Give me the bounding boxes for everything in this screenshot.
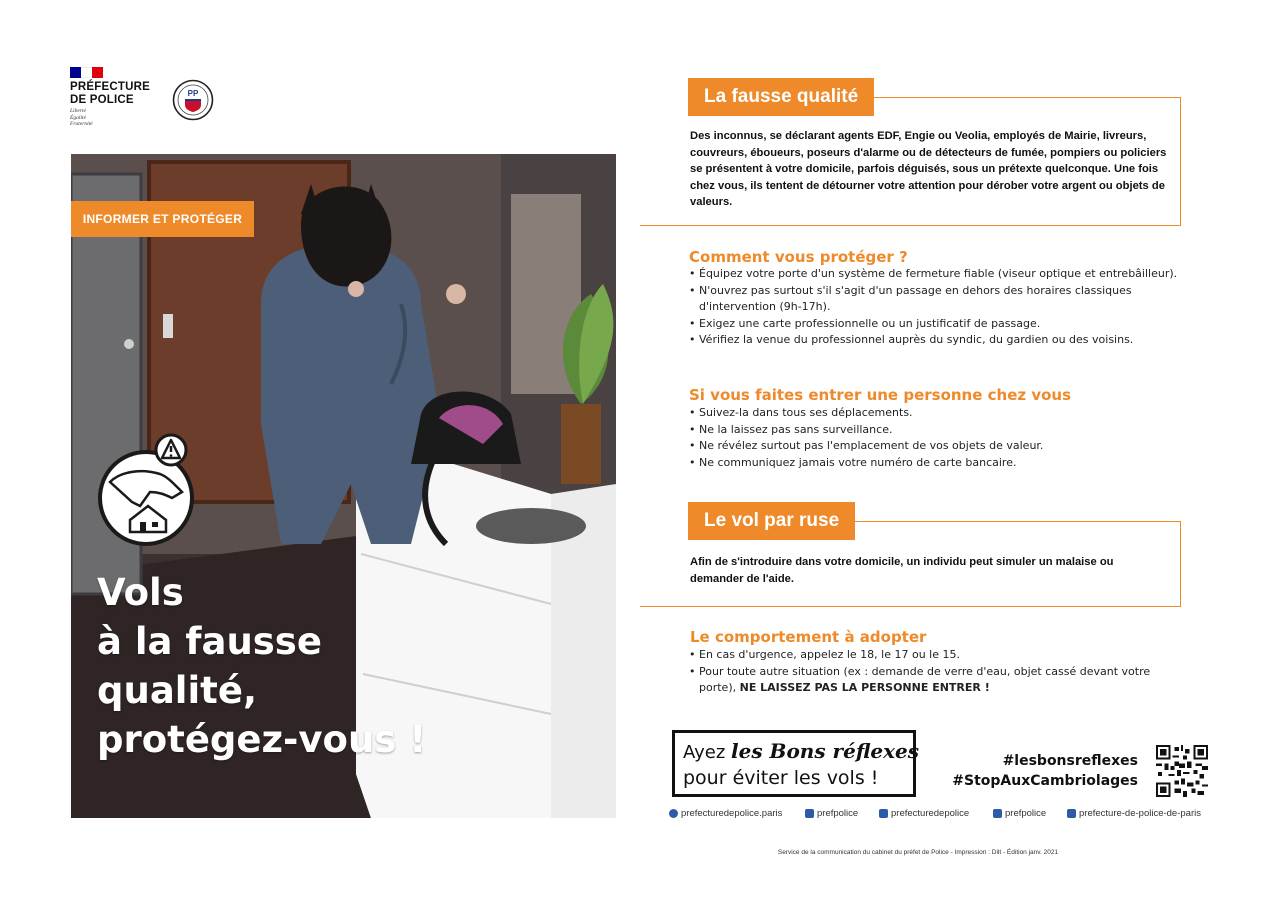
republic-motto: Liberté Égalité Fraternité: [70, 108, 93, 127]
comportement-heading: Le comportement à adopter: [690, 628, 927, 646]
list-item: • Ne la laissez pas sans surveillance.: [689, 422, 1189, 439]
twitter-icon: [805, 809, 814, 818]
instagram-icon: [993, 809, 1002, 818]
list-item: • Suivez-la dans tous ses déplacements.: [689, 405, 1189, 422]
list-item: • Ne révélez surtout pas l'emplacement de vos objets de valeur.: [689, 438, 1189, 455]
hashtag-stopauxcambriolages[interactable]: #StopAuxCambriolages: [952, 773, 1138, 789]
entrer-list: [689, 405, 1189, 471]
bons-reflexes-logo: Ayez les Bons réflexes pour éviter les vols !: [672, 730, 916, 797]
republic-flag-logo: [70, 67, 103, 78]
poster-title: Vols à la fausse qualité, protégez-vous !: [97, 571, 427, 761]
proteger-heading: Comment vous protéger ?: [689, 248, 908, 266]
prefecture-name: PRÉFECTURE DE POLICE: [70, 81, 150, 106]
list-item: • En cas d'urgence, appelez le 18, le 17 ou le 15.: [689, 647, 1179, 664]
social-website[interactable]: prefecturedepolice.paris: [669, 808, 782, 819]
hashtag-bonsreflexes[interactable]: #lesbonsreflexes: [1002, 753, 1138, 769]
proteger-list: [689, 266, 1189, 349]
vol-ruse-text: Afin de s'introduire dans votre domicile, un individu peut simuler un malaise ou demander de l'aide.: [690, 556, 1114, 585]
linkedin-icon: [1067, 809, 1076, 818]
social-twitter[interactable]: prefpolice: [805, 808, 858, 819]
police-badge-logo: [172, 79, 214, 121]
qr-code-icon[interactable]: [1156, 745, 1208, 797]
fausse-qualite-text: Des inconnus, se déclarant agents EDF, Engie ou Veolia, employés de Mairie, livreurs, couvreurs, éboueurs, poseurs d'alarme ou de détecteurs de fumée, pompiers ou policiers se présentent à votre domicile, parfois déguisés, sous un prétexte quelconque. Une fois chez vous, ils tentent de détourner votre attention pour dérober votre argent ou objets de valeurs.: [690, 130, 1167, 208]
footer-credits: Service de la communication du cabinet du préfet de Police - Impression : Dilt - Édition janv. 2021: [777, 849, 1059, 856]
entrer-heading: Si vous faites entrer une personne chez vous: [689, 386, 1072, 404]
list-item: • Équipez votre porte d'un système de fermeture fiable (viseur optique et entrebâilleur).: [689, 266, 1189, 283]
list-item: • Vérifiez la venue du professionnel auprès du syndic, du gardien ou des voisins.: [689, 332, 1189, 349]
website-icon: [669, 809, 678, 818]
social-facebook[interactable]: prefecturedepolice: [879, 808, 969, 819]
list-item: • N'ouvrez pas surtout s'il s'agit d'un passage en dehors des horaires classiques d'intervention (9h-17h).: [689, 283, 1189, 316]
facebook-icon: [879, 809, 888, 818]
fausse-qualite-title: La fausse qualité: [688, 78, 874, 116]
comportement-list: [689, 647, 1179, 697]
social-links: [669, 808, 1214, 822]
vol-ruse-title: Le vol par ruse: [688, 502, 855, 540]
category-tag: INFORMER ET PROTÉGER: [71, 201, 254, 237]
hand-grabbing-house-icon: [96, 432, 204, 550]
social-linkedin[interactable]: prefecture-de-police-de-paris: [1067, 808, 1201, 819]
list-item: • Pour toute autre situation (ex : demande de verre d'eau, objet cassé devant votre porte), NE LAISSEZ PAS LA PERSONNE ENTRER !: [689, 664, 1179, 697]
social-instagram[interactable]: prefpolice: [993, 808, 1046, 819]
list-item: • Exigez une carte professionnelle ou un justificatif de passage.: [689, 316, 1189, 333]
list-item: • Ne communiquez jamais votre numéro de carte bancaire.: [689, 455, 1189, 472]
hashtags: [940, 751, 1138, 791]
svg-text:PP: PP: [187, 89, 199, 98]
